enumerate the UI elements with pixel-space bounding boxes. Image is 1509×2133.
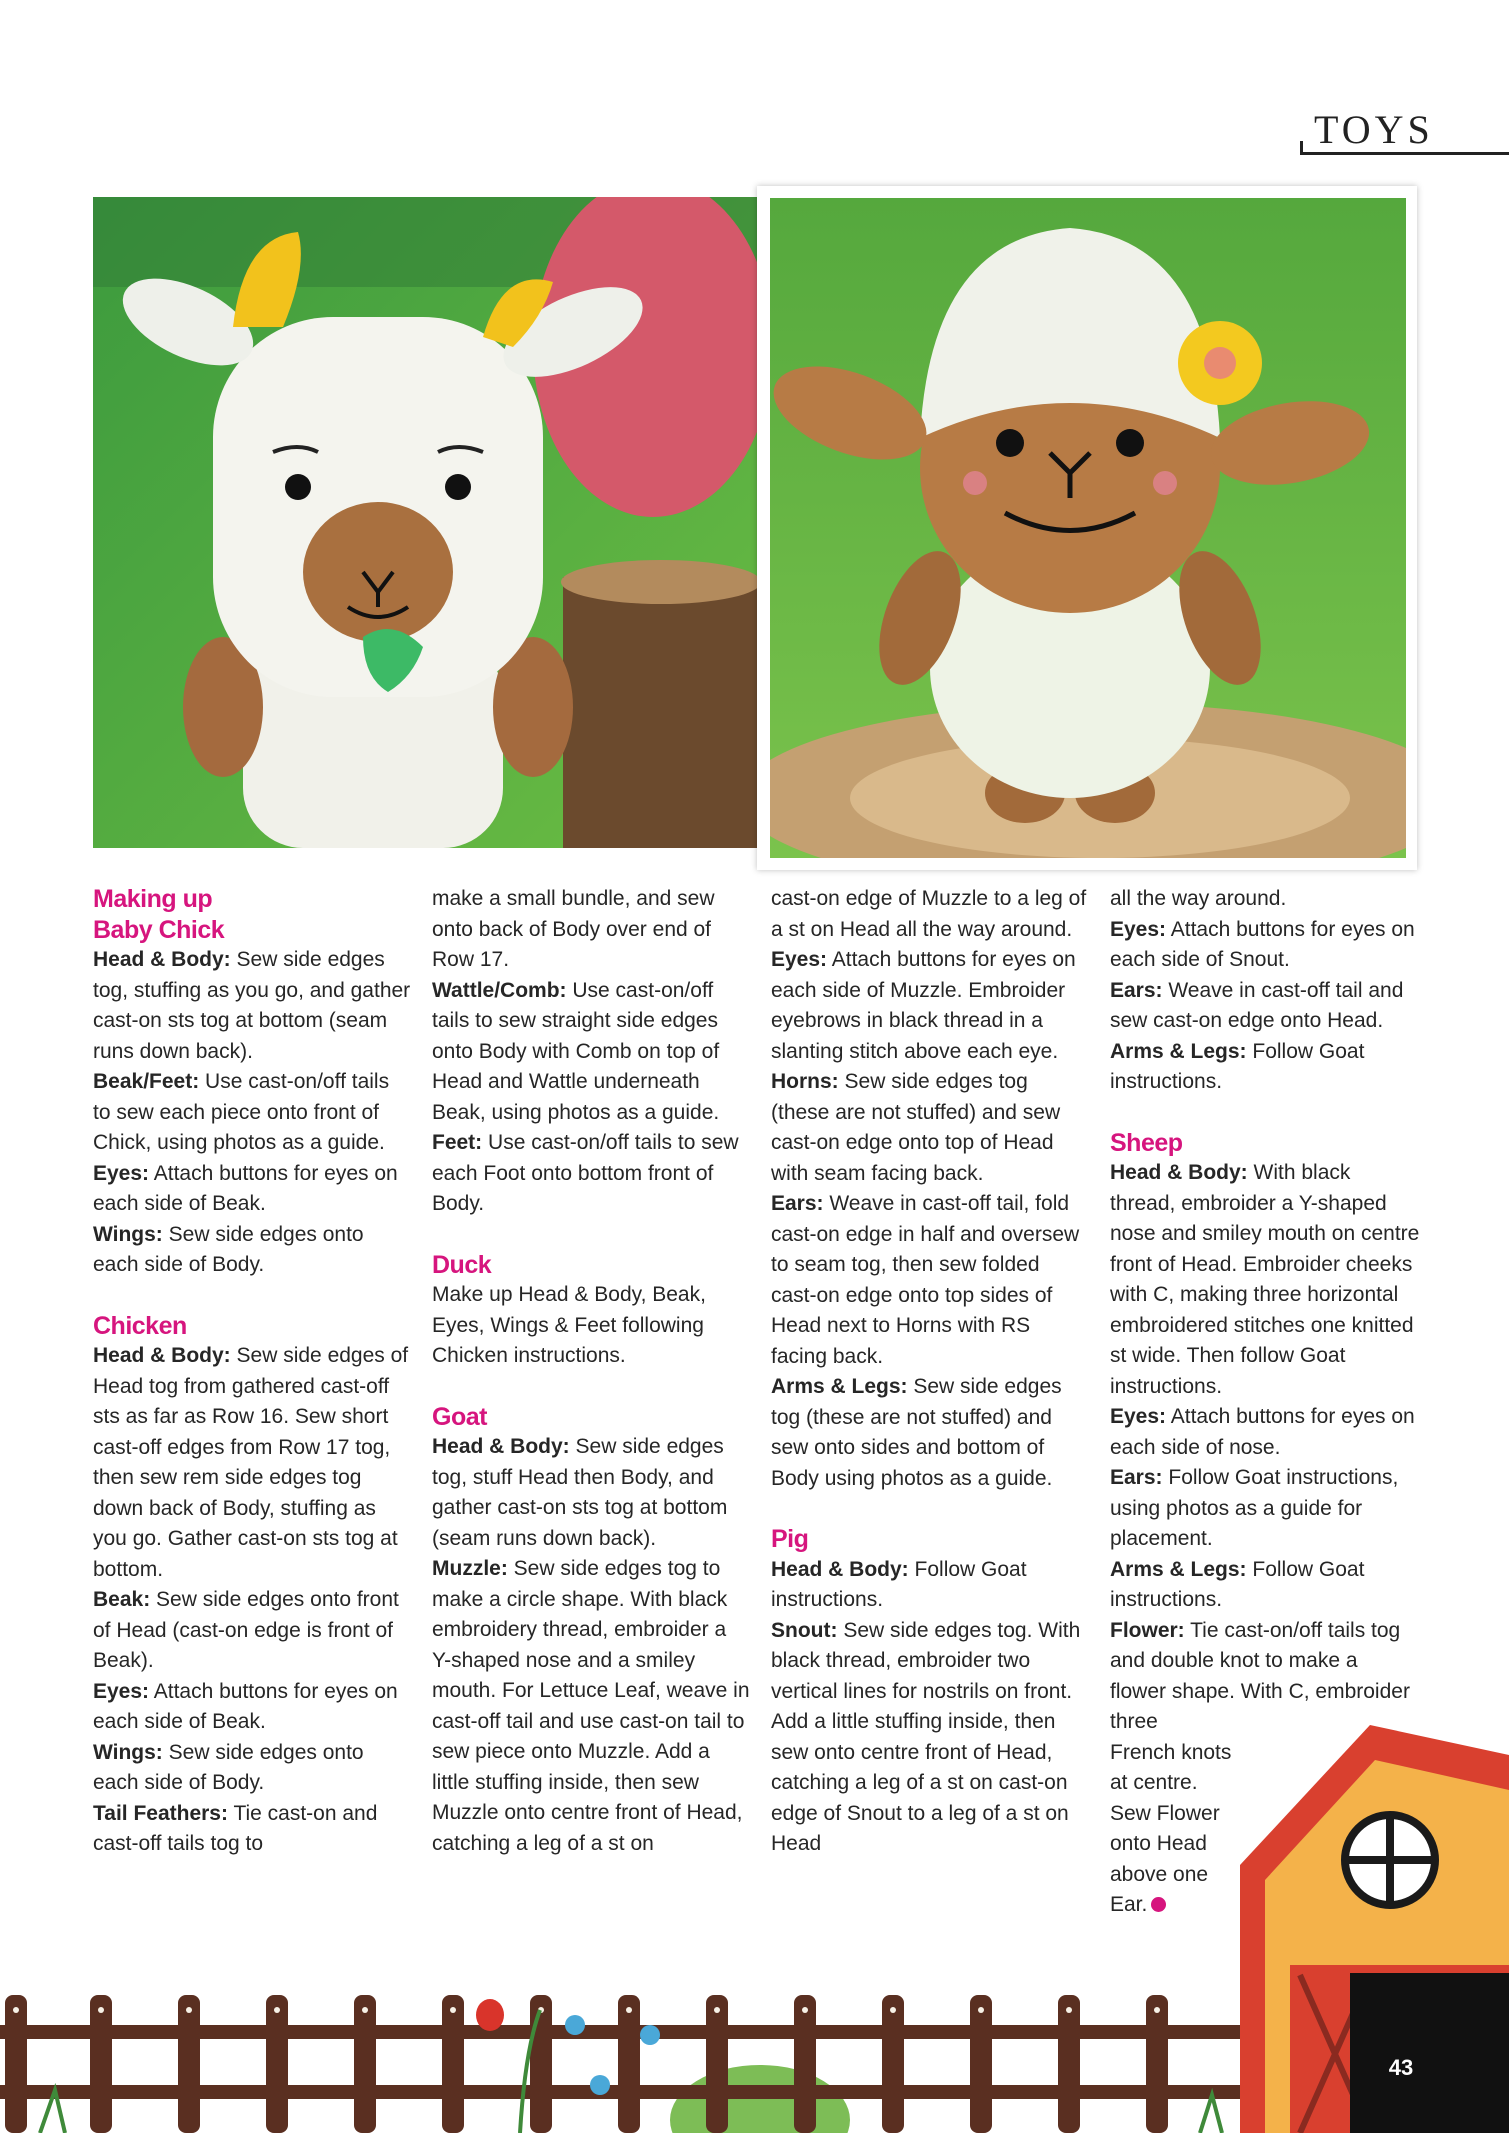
paragraph-sheep-head-body: Head & Body: With black thread, embroider a Y-shaped nose and smiley mouth on centre front of Head. Embroider cheeks with C, making three horizontal embroidered stitches one knitted st wide. Then follow Goat instructions. (1110, 1161, 1420, 1398)
paragraph-duck: Make up Head & Body, Beak, Eyes, Wings & Feet following Chicken instructions. (432, 1283, 706, 1367)
paragraph-pig-arms-legs: Arms & Legs: Follow Goat instructions. (1110, 1039, 1365, 1093)
paragraph-chicken-beak: Beak: Sew side edges onto front of Head (cast-on edge is front of Beak). (93, 1588, 399, 1672)
text-column-1 (93, 884, 411, 1860)
paragraph-chick-wings: Wings: Sew side edges onto each side of Body. (93, 1222, 364, 1276)
paragraph-chick-head-body: Head & Body: Sew side edges tog, stuffing as you go, and gather cast-on sts tog at bottom (seam runs down back). (93, 948, 411, 1063)
flower-line-3: at centre. (1110, 1771, 1198, 1794)
paragraph-pig-eyes: Eyes: Attach buttons for eyes on each side of Snout. (1110, 917, 1415, 971)
fence-illustration (0, 1990, 1280, 2133)
paragraph-chicken-head-body: Head & Body: Sew side edges of Head tog from gathered cast-off sts as far as Row 16. Sew short cast-off edges from Row 17 tog, then sew rem side edges tog down back of Body, stuffing as you go. Gather cast-on sts tog at bottom. (93, 1344, 409, 1581)
heading-sheep: Sheep (1110, 1128, 1183, 1157)
paragraph-chicken-tail: Tail Feathers: Tie cast-on and cast-off tails tog to (93, 1801, 378, 1855)
flower-line-6: above one (1110, 1862, 1209, 1886)
paragraph-sheep-arms-legs: Arms & Legs: Follow Goat instructions. (1110, 1557, 1365, 1611)
page-number: 43 (1388, 2055, 1414, 2080)
paragraph-pig-continued: all the way around. (1110, 887, 1287, 910)
paragraph-goat-continued: cast-on edge of Muzzle to a leg of a st on Head all the way around. (771, 887, 1087, 941)
paragraph-goat-ears: Ears: Weave in cast-off tail, fold cast-on edge in half and oversew to seam tog, then sew folded cast-on edge onto top sides of Head next to Horns with RS facing back. (771, 1192, 1080, 1368)
paragraph-goat-arms-legs: Arms & Legs: Sew side edges tog (these are not stuffed) and sew onto sides and bottom of Body using photos as a guide. (771, 1375, 1062, 1490)
heading-duck: Duck (432, 1250, 492, 1279)
flower-line-5: onto Head (1110, 1832, 1207, 1855)
paragraph-sheep-eyes: Eyes: Attach buttons for eyes on each side of nose. (1110, 1405, 1415, 1459)
paragraph-chick-beak-feet: Beak/Feet: Use cast-on/off tails to sew each piece onto front of Chick, using photos as a guide. (93, 1070, 390, 1154)
paragraph-sheep-flower: Flower: Tie cast-on/off tails tog and double knot to make a flower shape. With C, embroider three (1110, 1618, 1410, 1733)
paragraph-goat-eyes: Eyes: Attach buttons for eyes on each side of Muzzle. Embroider eyebrows in black thread in a slanting stitch above each eye. (771, 948, 1076, 1063)
paragraph-goat-horns: Horns: Sew side edges tog (these are not stuffed) and sew cast-on edge onto top of Head with seam facing back. (771, 1070, 1061, 1185)
heading-baby-chick: Baby Chick (93, 915, 225, 944)
barn-illustration (1220, 1715, 1509, 2133)
paragraph-chicken-continued: make a small bundle, and sew onto back of Body over end of Row 17. (432, 887, 715, 971)
text-column-3 (771, 884, 1089, 1860)
paragraph-chicken-eyes: Eyes: Attach buttons for eyes on each side of Beak. (93, 1679, 398, 1733)
paragraph-goat-head-body: Head & Body: Sew side edges tog, stuff Head then Body, and gather cast-on sts tog at bottom (seam runs down back). (432, 1435, 728, 1550)
section-tag-label: TOYS (1314, 107, 1434, 152)
paragraph-sheep-ears: Ears: Follow Goat instructions, using photos as a guide for placement. (1110, 1466, 1399, 1550)
section-tag (1300, 100, 1509, 155)
paragraph-goat-muzzle: Muzzle: Sew side edges tog to make a circle shape. With black embroidery thread, embroider a Y-shaped nose and a smiley mouth. For Lettuce Leaf, weave in cast-off tail and use cast-on tail to sew piece onto Muzzle. Add a little stuffing inside, then sew Muzzle onto centre front of Head, catching a leg of a st on (432, 1557, 750, 1855)
heading-chicken: Chicken (93, 1311, 187, 1340)
paragraph-pig-ears: Ears: Weave in cast-off tail and sew cast-on edge onto Head. (1110, 978, 1404, 1032)
flower-line-4: Sew Flower (1110, 1801, 1220, 1825)
heading-making-up: Making up (93, 885, 213, 913)
paragraph-pig-head-body: Head & Body: Follow Goat instructions. (771, 1557, 1027, 1611)
flower-line-2: French knots (1110, 1740, 1232, 1764)
goat-photo (93, 197, 758, 848)
paragraph-chicken-wings: Wings: Sew side edges onto each side of Body. (93, 1740, 364, 1794)
paragraph-chicken-feet: Feet: Use cast-on/off tails to sew each Foot onto bottom front of Body. (432, 1131, 739, 1215)
paragraph-pig-snout: Snout: Sew side edges tog. With black thread, embroider two vertical lines for nostrils on front. Add a little stuffing inside, then sew onto centre front of Head, catching a leg of a st on cast-on edge of Snout to a leg of a st on Head (771, 1618, 1081, 1855)
heading-goat: Goat (432, 1402, 487, 1431)
paragraph-wattle-comb: Wattle/Comb: Use cast-on/off tails to sew straight side edges onto Body with Comb on top of Head and Wattle underneath Beak, using photos as a guide. (432, 978, 720, 1124)
heading-pig: Pig (771, 1525, 809, 1553)
flower-line-7: Ear. (1110, 1890, 1420, 1921)
end-mark-icon (1151, 1897, 1166, 1912)
text-column-2 (432, 884, 750, 1859)
paragraph-chick-eyes: Eyes: Attach buttons for eyes on each side of Beak. (93, 1161, 398, 1215)
sheep-photo (770, 198, 1406, 858)
